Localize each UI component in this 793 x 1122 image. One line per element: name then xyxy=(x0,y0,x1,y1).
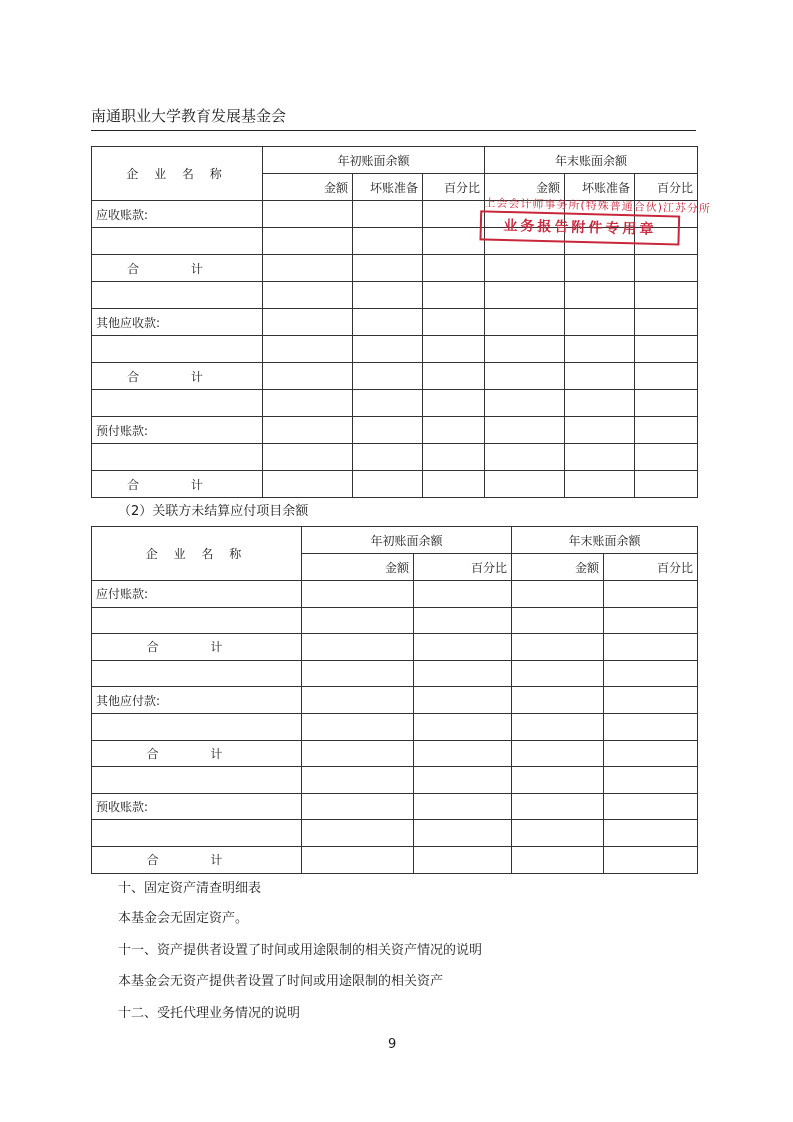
column-header-begin-percent: 百分比 xyxy=(423,174,485,201)
table-row xyxy=(92,444,698,471)
column-header-begin-amount: 金额 xyxy=(302,554,414,581)
column-group-beginning-balance: 年初账面余额 xyxy=(263,147,485,174)
table-row xyxy=(92,687,698,714)
column-header-company-name: 企 业 名 称 xyxy=(92,527,302,581)
row-label xyxy=(92,767,302,794)
table-row xyxy=(92,767,698,794)
column-group-ending-balance: 年末账面余额 xyxy=(485,147,698,174)
column-header-company-name: 企 业 名 称 xyxy=(92,147,263,201)
table-row xyxy=(92,581,698,608)
table-row xyxy=(92,336,698,363)
table-row xyxy=(92,634,698,661)
stamp-purpose: 业务报告附件专用章 xyxy=(479,210,680,245)
table-row xyxy=(92,793,698,820)
row-label xyxy=(92,228,263,255)
column-header-end-amount: 金额 xyxy=(512,554,604,581)
column-header-end-percent: 百分比 xyxy=(604,554,698,581)
row-label xyxy=(92,713,302,740)
column-header-end-bad-debt: 坏账准备 xyxy=(565,174,635,201)
row-label xyxy=(92,820,302,847)
column-header-end-percent: 百分比 xyxy=(635,174,698,201)
table-row xyxy=(92,713,698,740)
row-label-total: 合 计 xyxy=(92,846,302,873)
column-group-ending-balance: 年末账面余额 xyxy=(512,527,698,554)
table-row xyxy=(92,309,698,336)
row-label-total: 合 计 xyxy=(92,740,302,767)
row-label: 预付账款: xyxy=(92,417,263,444)
row-label xyxy=(92,282,263,309)
row-label: 其他应付款: xyxy=(92,687,302,714)
row-label xyxy=(92,444,263,471)
section-11-title: 十一、资产提供者设置了时间或用途限制的相关资产情况的说明 xyxy=(118,943,483,958)
audit-firm-stamp xyxy=(477,190,712,251)
column-header-begin-percent: 百分比 xyxy=(414,554,512,581)
table-row xyxy=(92,607,698,634)
row-label-total: 合 计 xyxy=(92,255,263,282)
table-row xyxy=(92,390,698,417)
table-row xyxy=(92,255,698,282)
stamp-firm-name: 上会会计师事务所(特殊普通合伙)江苏分所 xyxy=(484,196,712,216)
table-row xyxy=(92,846,698,873)
row-label-total: 合 计 xyxy=(92,471,263,498)
row-label-total: 合 计 xyxy=(92,634,302,661)
row-label: 其他应收款: xyxy=(92,309,263,336)
table-row xyxy=(92,740,698,767)
table-row xyxy=(92,282,698,309)
section-10-text: 本基金会无固定资产。 xyxy=(118,911,249,926)
column-header-end-amount: 金额 xyxy=(485,174,565,201)
column-group-beginning-balance: 年初账面余额 xyxy=(302,527,512,554)
page-number: 9 xyxy=(388,1037,397,1052)
related-party-payables-table xyxy=(91,526,698,874)
table-row xyxy=(92,417,698,444)
row-label xyxy=(92,390,263,417)
section-12-title: 十二、受托代理业务情况的说明 xyxy=(118,1006,301,1021)
row-label xyxy=(92,660,302,687)
document-header: 南通职业大学教育发展基金会 xyxy=(91,106,696,131)
section-10-title: 十、固定资产清查明细表 xyxy=(118,881,262,896)
table-row xyxy=(92,471,698,498)
section-2-title: （2）关联方未结算应付项目余额 xyxy=(118,504,309,519)
column-header-begin-amount: 金额 xyxy=(263,174,353,201)
column-header-begin-bad-debt: 坏账准备 xyxy=(353,174,423,201)
row-label xyxy=(92,336,263,363)
table-row xyxy=(92,363,698,390)
row-label: 预收账款: xyxy=(92,793,302,820)
row-label xyxy=(92,607,302,634)
row-label: 应付账款: xyxy=(92,581,302,608)
table-row xyxy=(92,820,698,847)
table-row xyxy=(92,660,698,687)
row-label-total: 合 计 xyxy=(92,363,263,390)
section-11-text: 本基金会无资产提供者设置了时间或用途限制的相关资产 xyxy=(118,974,444,989)
row-label: 应收账款: xyxy=(92,201,263,228)
